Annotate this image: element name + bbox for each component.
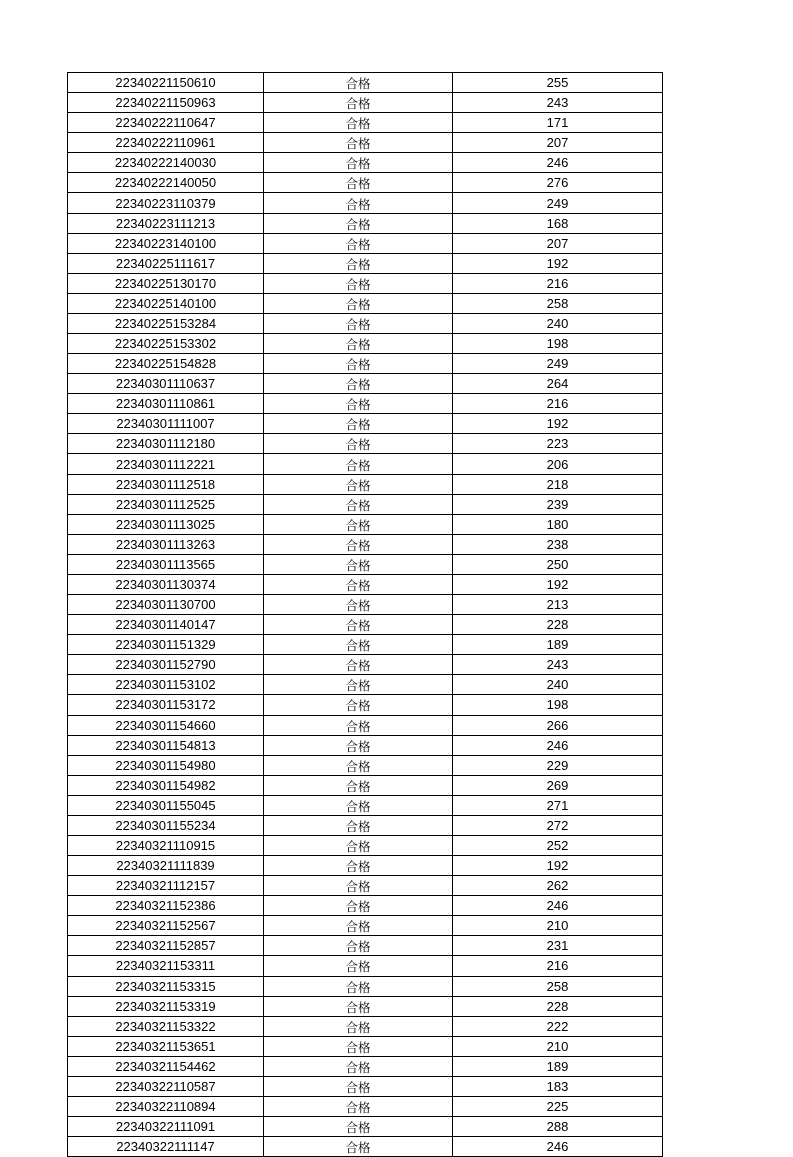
result-cell: 合格 bbox=[264, 735, 453, 755]
result-cell: 合格 bbox=[264, 534, 453, 554]
candidate-id-cell: 22340223111213 bbox=[68, 213, 264, 233]
result-cell: 合格 bbox=[264, 233, 453, 253]
result-cell: 合格 bbox=[264, 514, 453, 534]
candidate-id-cell: 22340321152386 bbox=[68, 896, 264, 916]
table-row bbox=[68, 93, 663, 113]
table-row bbox=[68, 133, 663, 153]
candidate-id-cell: 22340301154982 bbox=[68, 775, 264, 795]
result-cell: 合格 bbox=[264, 916, 453, 936]
score-cell: 207 bbox=[453, 133, 663, 153]
candidate-id-cell: 22340225111617 bbox=[68, 253, 264, 273]
score-cell: 271 bbox=[453, 795, 663, 815]
candidate-id-cell: 22340321110915 bbox=[68, 835, 264, 855]
result-cell: 合格 bbox=[264, 354, 453, 374]
table-row bbox=[68, 655, 663, 675]
table-row bbox=[68, 1076, 663, 1096]
table-row bbox=[68, 856, 663, 876]
candidate-id-cell: 22340225140100 bbox=[68, 293, 264, 313]
table-row bbox=[68, 1036, 663, 1056]
result-cell: 合格 bbox=[264, 73, 453, 93]
candidate-id-cell: 22340225154828 bbox=[68, 354, 264, 374]
candidate-id-cell: 22340301151329 bbox=[68, 635, 264, 655]
result-cell: 合格 bbox=[264, 956, 453, 976]
score-cell: 252 bbox=[453, 835, 663, 855]
table-row bbox=[68, 595, 663, 615]
table-row bbox=[68, 153, 663, 173]
result-cell: 合格 bbox=[264, 655, 453, 675]
score-cell: 198 bbox=[453, 334, 663, 354]
table-row bbox=[68, 394, 663, 414]
score-cell: 249 bbox=[453, 354, 663, 374]
result-cell: 合格 bbox=[264, 1076, 453, 1096]
result-cell: 合格 bbox=[264, 213, 453, 233]
table-row bbox=[68, 675, 663, 695]
score-cell: 171 bbox=[453, 113, 663, 133]
candidate-id-cell: 22340222140030 bbox=[68, 153, 264, 173]
table-row bbox=[68, 313, 663, 333]
result-cell: 合格 bbox=[264, 976, 453, 996]
candidate-id-cell: 22340301154660 bbox=[68, 715, 264, 735]
table-row bbox=[68, 735, 663, 755]
score-cell: 218 bbox=[453, 474, 663, 494]
result-cell: 合格 bbox=[264, 615, 453, 635]
candidate-id-cell: 22340301154980 bbox=[68, 755, 264, 775]
score-cell: 249 bbox=[453, 193, 663, 213]
candidate-id-cell: 22340223140100 bbox=[68, 233, 264, 253]
result-cell: 合格 bbox=[264, 153, 453, 173]
candidate-id-cell: 22340322110587 bbox=[68, 1076, 264, 1096]
table-row bbox=[68, 113, 663, 133]
candidate-id-cell: 22340301110637 bbox=[68, 374, 264, 394]
score-cell: 258 bbox=[453, 293, 663, 313]
score-cell: 229 bbox=[453, 755, 663, 775]
score-cell: 228 bbox=[453, 996, 663, 1016]
candidate-id-cell: 22340301130700 bbox=[68, 595, 264, 615]
candidate-id-cell: 22340321154462 bbox=[68, 1056, 264, 1076]
result-cell: 合格 bbox=[264, 394, 453, 414]
result-cell: 合格 bbox=[264, 414, 453, 434]
result-cell: 合格 bbox=[264, 1096, 453, 1116]
result-cell: 合格 bbox=[264, 494, 453, 514]
result-cell: 合格 bbox=[264, 434, 453, 454]
candidate-id-cell: 22340322111147 bbox=[68, 1137, 264, 1157]
table-row bbox=[68, 1137, 663, 1157]
result-cell: 合格 bbox=[264, 856, 453, 876]
table-row bbox=[68, 916, 663, 936]
candidate-id-cell: 22340301111007 bbox=[68, 414, 264, 434]
score-cell: 225 bbox=[453, 1096, 663, 1116]
score-cell: 168 bbox=[453, 213, 663, 233]
result-cell: 合格 bbox=[264, 1117, 453, 1137]
score-cell: 246 bbox=[453, 153, 663, 173]
table-row bbox=[68, 193, 663, 213]
result-cell: 合格 bbox=[264, 313, 453, 333]
score-cell: 246 bbox=[453, 1137, 663, 1157]
table-row bbox=[68, 253, 663, 273]
candidate-id-cell: 22340321153315 bbox=[68, 976, 264, 996]
candidate-id-cell: 22340301110861 bbox=[68, 394, 264, 414]
table-row bbox=[68, 815, 663, 835]
result-cell: 合格 bbox=[264, 374, 453, 394]
result-cell: 合格 bbox=[264, 253, 453, 273]
result-cell: 合格 bbox=[264, 755, 453, 775]
score-cell: 240 bbox=[453, 313, 663, 333]
table-row bbox=[68, 414, 663, 434]
candidate-id-cell: 22340322111091 bbox=[68, 1117, 264, 1137]
candidate-id-cell: 22340321153319 bbox=[68, 996, 264, 1016]
table-row bbox=[68, 374, 663, 394]
result-cell: 合格 bbox=[264, 715, 453, 735]
score-cell: 192 bbox=[453, 574, 663, 594]
result-cell: 合格 bbox=[264, 133, 453, 153]
candidate-id-cell: 22340223110379 bbox=[68, 193, 264, 213]
table-row bbox=[68, 1096, 663, 1116]
candidate-id-cell: 22340301154813 bbox=[68, 735, 264, 755]
table-row bbox=[68, 73, 663, 93]
result-cell: 合格 bbox=[264, 113, 453, 133]
score-cell: 206 bbox=[453, 454, 663, 474]
candidate-id-cell: 22340301113263 bbox=[68, 534, 264, 554]
score-cell: 180 bbox=[453, 514, 663, 534]
result-cell: 合格 bbox=[264, 795, 453, 815]
candidate-id-cell: 22340301153102 bbox=[68, 675, 264, 695]
score-cell: 250 bbox=[453, 554, 663, 574]
candidate-id-cell: 22340322110894 bbox=[68, 1096, 264, 1116]
score-cell: 198 bbox=[453, 695, 663, 715]
result-cell: 合格 bbox=[264, 474, 453, 494]
score-cell: 269 bbox=[453, 775, 663, 795]
candidate-id-cell: 22340321153311 bbox=[68, 956, 264, 976]
result-cell: 合格 bbox=[264, 1016, 453, 1036]
table-row bbox=[68, 956, 663, 976]
result-cell: 合格 bbox=[264, 876, 453, 896]
result-cell: 合格 bbox=[264, 996, 453, 1016]
candidate-id-cell: 22340321153651 bbox=[68, 1036, 264, 1056]
candidate-id-cell: 22340321153322 bbox=[68, 1016, 264, 1036]
candidate-id-cell: 22340321111839 bbox=[68, 856, 264, 876]
score-cell: 216 bbox=[453, 394, 663, 414]
score-cell: 183 bbox=[453, 1076, 663, 1096]
table-row bbox=[68, 334, 663, 354]
score-cell: 264 bbox=[453, 374, 663, 394]
table-row bbox=[68, 715, 663, 735]
candidate-id-cell: 22340301152790 bbox=[68, 655, 264, 675]
result-cell: 合格 bbox=[264, 293, 453, 313]
candidate-id-cell: 22340301155045 bbox=[68, 795, 264, 815]
result-cell: 合格 bbox=[264, 835, 453, 855]
score-cell: 210 bbox=[453, 916, 663, 936]
candidate-id-cell: 22340321152857 bbox=[68, 936, 264, 956]
table-body bbox=[68, 73, 663, 1157]
table-row bbox=[68, 293, 663, 313]
table-row bbox=[68, 835, 663, 855]
candidate-id-cell: 22340321152567 bbox=[68, 916, 264, 936]
table-row bbox=[68, 213, 663, 233]
candidate-id-cell: 22340321112157 bbox=[68, 876, 264, 896]
score-cell: 266 bbox=[453, 715, 663, 735]
candidate-id-cell: 22340301112525 bbox=[68, 494, 264, 514]
score-cell: 246 bbox=[453, 735, 663, 755]
result-cell: 合格 bbox=[264, 775, 453, 795]
table-row bbox=[68, 996, 663, 1016]
result-cell: 合格 bbox=[264, 93, 453, 113]
result-cell: 合格 bbox=[264, 193, 453, 213]
table-row bbox=[68, 434, 663, 454]
score-cell: 223 bbox=[453, 434, 663, 454]
candidate-id-cell: 22340225130170 bbox=[68, 273, 264, 293]
score-cell: 288 bbox=[453, 1117, 663, 1137]
table-row bbox=[68, 514, 663, 534]
score-cell: 240 bbox=[453, 675, 663, 695]
table-row bbox=[68, 574, 663, 594]
score-cell: 216 bbox=[453, 956, 663, 976]
table-row bbox=[68, 876, 663, 896]
candidate-id-cell: 22340225153284 bbox=[68, 313, 264, 333]
table-row bbox=[68, 233, 663, 253]
score-cell: 243 bbox=[453, 93, 663, 113]
score-cell: 255 bbox=[453, 73, 663, 93]
candidate-id-cell: 22340222110647 bbox=[68, 113, 264, 133]
result-cell: 合格 bbox=[264, 896, 453, 916]
result-cell: 合格 bbox=[264, 595, 453, 615]
score-cell: 272 bbox=[453, 815, 663, 835]
result-cell: 合格 bbox=[264, 454, 453, 474]
score-cell: 238 bbox=[453, 534, 663, 554]
score-table bbox=[67, 72, 663, 1157]
table-row bbox=[68, 775, 663, 795]
score-cell: 213 bbox=[453, 595, 663, 615]
score-cell: 210 bbox=[453, 1036, 663, 1056]
table-row bbox=[68, 273, 663, 293]
score-cell: 231 bbox=[453, 936, 663, 956]
table-row bbox=[68, 976, 663, 996]
candidate-id-cell: 22340301113025 bbox=[68, 514, 264, 534]
table-row bbox=[68, 1016, 663, 1036]
candidate-id-cell: 22340301140147 bbox=[68, 615, 264, 635]
result-cell: 合格 bbox=[264, 173, 453, 193]
result-cell: 合格 bbox=[264, 675, 453, 695]
result-cell: 合格 bbox=[264, 695, 453, 715]
candidate-id-cell: 22340301153172 bbox=[68, 695, 264, 715]
result-cell: 合格 bbox=[264, 936, 453, 956]
score-cell: 222 bbox=[453, 1016, 663, 1036]
candidate-id-cell: 22340221150963 bbox=[68, 93, 264, 113]
score-cell: 228 bbox=[453, 615, 663, 635]
score-cell: 192 bbox=[453, 856, 663, 876]
table-row bbox=[68, 795, 663, 815]
table-row bbox=[68, 896, 663, 916]
table-row bbox=[68, 1056, 663, 1076]
score-cell: 276 bbox=[453, 173, 663, 193]
result-cell: 合格 bbox=[264, 574, 453, 594]
score-cell: 207 bbox=[453, 233, 663, 253]
table-row bbox=[68, 695, 663, 715]
result-cell: 合格 bbox=[264, 815, 453, 835]
candidate-id-cell: 22340301112180 bbox=[68, 434, 264, 454]
candidate-id-cell: 22340301130374 bbox=[68, 574, 264, 594]
result-cell: 合格 bbox=[264, 1137, 453, 1157]
candidate-id-cell: 22340301155234 bbox=[68, 815, 264, 835]
candidate-id-cell: 22340221150610 bbox=[68, 73, 264, 93]
result-cell: 合格 bbox=[264, 273, 453, 293]
table-row bbox=[68, 173, 663, 193]
score-cell: 246 bbox=[453, 896, 663, 916]
result-cell: 合格 bbox=[264, 1036, 453, 1056]
table-row bbox=[68, 354, 663, 374]
result-cell: 合格 bbox=[264, 554, 453, 574]
table-row bbox=[68, 936, 663, 956]
score-cell: 189 bbox=[453, 1056, 663, 1076]
score-cell: 192 bbox=[453, 253, 663, 273]
table-row bbox=[68, 554, 663, 574]
candidate-id-cell: 22340222140050 bbox=[68, 173, 264, 193]
score-cell: 262 bbox=[453, 876, 663, 896]
table-row bbox=[68, 615, 663, 635]
result-cell: 合格 bbox=[264, 334, 453, 354]
candidate-id-cell: 22340301112518 bbox=[68, 474, 264, 494]
table-row bbox=[68, 534, 663, 554]
table-row bbox=[68, 755, 663, 775]
score-cell: 216 bbox=[453, 273, 663, 293]
table-row bbox=[68, 454, 663, 474]
table-row bbox=[68, 474, 663, 494]
candidate-id-cell: 22340301113565 bbox=[68, 554, 264, 574]
result-cell: 合格 bbox=[264, 1056, 453, 1076]
score-cell: 189 bbox=[453, 635, 663, 655]
score-cell: 258 bbox=[453, 976, 663, 996]
table-row bbox=[68, 635, 663, 655]
score-cell: 239 bbox=[453, 494, 663, 514]
candidate-id-cell: 22340222110961 bbox=[68, 133, 264, 153]
candidate-id-cell: 22340225153302 bbox=[68, 334, 264, 354]
result-cell: 合格 bbox=[264, 635, 453, 655]
table-row bbox=[68, 494, 663, 514]
score-cell: 243 bbox=[453, 655, 663, 675]
score-cell: 192 bbox=[453, 414, 663, 434]
candidate-id-cell: 22340301112221 bbox=[68, 454, 264, 474]
table-row bbox=[68, 1117, 663, 1137]
